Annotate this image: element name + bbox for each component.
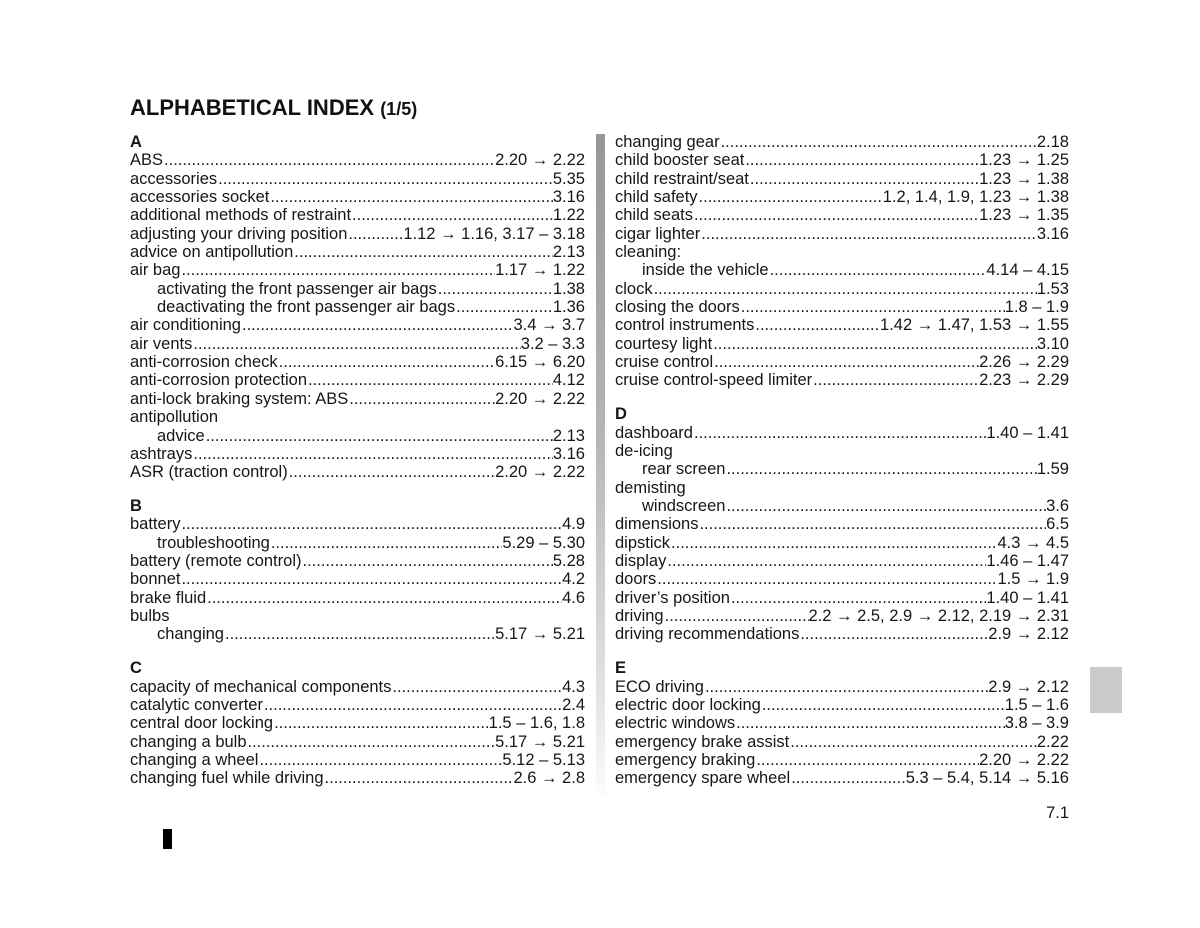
- index-entry: [130, 408, 585, 426]
- index-entry: [130, 243, 585, 261]
- page-reference: 4.9: [562, 515, 585, 534]
- index-entry: [130, 607, 585, 625]
- dot-leader: [664, 607, 809, 625]
- index-entry: [130, 515, 585, 533]
- index-entry: [615, 534, 1069, 552]
- index-entry-label: changing a wheel: [130, 751, 259, 769]
- index-entry-label: activating the front passenger air bags: [157, 279, 437, 298]
- page-number: 7.1: [1046, 804, 1069, 822]
- dot-leader: [656, 570, 997, 588]
- page-reference: 4.6: [562, 588, 585, 607]
- page-reference: 5.28: [552, 552, 585, 571]
- index-entry-label: battery (remote control): [130, 552, 302, 571]
- dot-leader: [698, 515, 1046, 533]
- index-entry-label: driver’s position: [615, 588, 730, 607]
- index-entry-label: catalytic converter: [130, 695, 263, 714]
- dot-leader: [273, 714, 489, 732]
- index-entry-label: clock: [615, 279, 653, 298]
- index-entry-label: electric windows: [615, 714, 736, 733]
- index-entry-label: child restraint/seat: [615, 169, 749, 188]
- dot-leader: [258, 751, 502, 769]
- index-entry-label: rear screen: [642, 460, 726, 479]
- dot-leader: [730, 589, 986, 607]
- index-entry: [130, 589, 585, 607]
- index-entry: [615, 424, 1069, 442]
- index-entry-label: cleaning:: [615, 243, 682, 262]
- index-entry-label: ASR (traction control): [130, 463, 288, 482]
- index-entry-label: inside the vehicle: [642, 261, 769, 280]
- index-entry-label: emergency braking: [615, 751, 756, 769]
- index-entry-label: control instruments: [615, 316, 755, 335]
- index-subentry: [130, 280, 585, 298]
- dot-leader: [192, 335, 520, 353]
- index-entry: [615, 696, 1069, 714]
- index-entry-label: ashtrays: [130, 444, 193, 463]
- page-reference: 2.2 → 2.5, 2.9 → 2.12, 2.19 → 2.31: [808, 607, 1069, 626]
- dot-leader: [725, 497, 1046, 515]
- dot-leader: [263, 696, 562, 714]
- page-reference: 5.35: [552, 169, 585, 188]
- index-entry-label: closing the doors: [615, 298, 740, 317]
- index-entry-label: deactivating the front passenger air bags: [157, 298, 456, 317]
- index-entry: [615, 133, 1069, 151]
- index-subentry: [130, 427, 585, 445]
- index-entry-label: emergency spare wheel: [615, 769, 791, 788]
- index-entry-label: troubleshooting: [157, 533, 270, 552]
- index-entry-label: changing fuel while driving: [130, 769, 324, 788]
- index-entry: [130, 570, 585, 588]
- page-reference: 1.5 – 1.6: [1004, 695, 1069, 714]
- dot-leader: [769, 261, 987, 279]
- dot-leader: [278, 353, 495, 371]
- dot-leader: [693, 424, 986, 442]
- page-reference: 1.22: [552, 206, 585, 225]
- page-reference: 3.16: [552, 188, 585, 207]
- index-letter-heading: A: [130, 133, 142, 151]
- page-reference: 1.40 – 1.41: [986, 423, 1069, 442]
- dot-leader: [217, 170, 553, 188]
- index-entry-label: additional methods of restraint: [130, 206, 352, 225]
- index-entry: [615, 570, 1069, 588]
- dot-leader: [205, 427, 553, 445]
- index-entry-label: central door locking: [130, 714, 274, 733]
- index-subentry: [130, 534, 585, 552]
- dot-leader: [180, 570, 562, 588]
- dot-leader: [455, 298, 553, 316]
- index-entry: [615, 243, 1069, 261]
- index-entry-label: air bag: [130, 261, 181, 280]
- index-entry: [615, 280, 1069, 298]
- page-reference: 5.17 → 5.21: [495, 625, 585, 644]
- index-entry-label: cruise control-speed limiter: [615, 371, 813, 390]
- index-entry: [615, 353, 1069, 371]
- page-reference: 3.16: [552, 444, 585, 463]
- dot-leader: [713, 353, 979, 371]
- page-reference: 2.20 → 2.22: [495, 151, 585, 170]
- dot-leader: [206, 589, 562, 607]
- index-entry: [615, 479, 1069, 497]
- page-reference: 5.3 – 5.4, 5.14 → 5.16: [905, 769, 1069, 788]
- dot-leader: [698, 188, 883, 206]
- index-entry-label: brake fluid: [130, 588, 207, 607]
- dot-leader: [192, 445, 553, 463]
- index-entry: [615, 335, 1069, 353]
- index-entry: [130, 261, 585, 279]
- index-entry: [130, 552, 585, 570]
- dot-leader: [789, 733, 1037, 751]
- page-reference: 3.8 – 3.9: [1004, 714, 1069, 733]
- page-reference: 6.15 → 6.20: [495, 353, 585, 372]
- index-entry-label: doors: [615, 570, 657, 589]
- index-subentry: [615, 497, 1069, 515]
- page-reference: 5.12 – 5.13: [502, 751, 585, 769]
- index-entry-label: child booster seat: [615, 151, 745, 170]
- page-reference: 1.38: [552, 279, 585, 298]
- index-entry-label: bonnet: [130, 570, 181, 589]
- index-entry: [615, 316, 1069, 334]
- index-entry: [130, 170, 585, 188]
- index-entry: [615, 733, 1069, 751]
- index-entry-label: air conditioning: [130, 316, 241, 335]
- index-entry: [615, 552, 1069, 570]
- dot-leader: [666, 552, 986, 570]
- index-entry-label: driving recommendations: [615, 625, 800, 644]
- page-reference: 3.2 – 3.3: [520, 334, 585, 353]
- index-entry: [615, 371, 1069, 389]
- index-entry-label: changing gear: [615, 133, 720, 151]
- page-title-part: (1/5): [380, 99, 418, 119]
- dot-leader: [241, 316, 513, 334]
- index-entry: [615, 714, 1069, 732]
- index-entry: [615, 607, 1069, 625]
- page-reference: 1.53: [1036, 279, 1069, 298]
- page-reference: 1.40 – 1.41: [986, 588, 1069, 607]
- index-entry-label: advice on antipollution: [130, 243, 294, 262]
- index-letter-heading: B: [130, 497, 142, 516]
- index-entry: [130, 390, 585, 408]
- page-reference: 4.3 → 4.5: [997, 533, 1069, 552]
- index-entry-label: driving: [615, 607, 664, 626]
- dot-leader: [799, 625, 988, 643]
- dot-leader: [293, 243, 553, 261]
- index-entry: [130, 151, 585, 169]
- index-entry-label: child seats: [615, 206, 693, 225]
- dot-leader: [712, 335, 1037, 353]
- page-reference: 5.17 → 5.21: [495, 732, 585, 751]
- index-entry: [615, 151, 1069, 169]
- index-entry: [615, 589, 1069, 607]
- page-reference: 1.46 – 1.47: [986, 552, 1069, 571]
- index-entry: [130, 678, 585, 696]
- index-entry-label: changing: [157, 625, 224, 644]
- page-reference: 6.5: [1046, 515, 1069, 534]
- index-entry: [615, 625, 1069, 643]
- index-entry-label: anti-corrosion check: [130, 353, 278, 372]
- dot-leader: [270, 534, 503, 552]
- index-entry: [615, 515, 1069, 533]
- page-reference: 1.5 → 1.9: [997, 570, 1069, 589]
- index-entry: [130, 206, 585, 224]
- index-subentry: [615, 261, 1069, 279]
- page-reference: 2.13: [552, 426, 585, 445]
- page-reference: 1.12 → 1.16, 3.17 – 3.18: [403, 224, 585, 243]
- index-subentry: [615, 460, 1069, 478]
- dot-leader: [761, 696, 1005, 714]
- page-reference: 3.10: [1036, 334, 1069, 353]
- page-reference: 2.20 → 2.22: [495, 463, 585, 482]
- index-entry: [615, 298, 1069, 316]
- dot-leader: [324, 769, 514, 787]
- page-title: [130, 94, 417, 123]
- index-entry-label: emergency brake assist: [615, 732, 790, 751]
- page-reference: 3.6: [1046, 497, 1069, 516]
- index-column-right: [615, 133, 1069, 788]
- page-reference: 4.12: [552, 371, 585, 390]
- index-entry-label: accessories socket: [130, 188, 270, 207]
- index-entry: [130, 371, 585, 389]
- page-reference: 1.5 – 1.6, 1.8: [488, 714, 585, 733]
- index-column-left: [130, 133, 585, 788]
- dot-leader: [744, 151, 979, 169]
- index-letter-heading: E: [615, 659, 627, 678]
- page-reference: 2.20 → 2.22: [495, 389, 585, 408]
- page-reference: 2.23 → 2.29: [979, 371, 1069, 390]
- dot-leader: [348, 390, 495, 408]
- dot-leader: [180, 515, 562, 533]
- dot-leader: [653, 280, 1037, 298]
- index-entry: [130, 714, 585, 732]
- dot-leader: [288, 463, 495, 481]
- dot-leader: [740, 298, 1005, 316]
- index-entry-label: windscreen: [642, 497, 726, 516]
- dot-leader: [347, 225, 403, 243]
- index-entry-label: air vents: [130, 334, 193, 353]
- dot-leader: [735, 714, 1005, 732]
- dot-leader: [391, 678, 562, 696]
- dot-leader: [749, 170, 979, 188]
- page-reference: 4.2: [562, 570, 585, 589]
- index-entry-label: dashboard: [615, 423, 693, 442]
- index-entry: [130, 445, 585, 463]
- page-reference: 1.36: [552, 298, 585, 317]
- index-entry-label: accessories: [130, 169, 218, 188]
- page-reference: 2.26 → 2.29: [979, 353, 1069, 372]
- index-entry-label: dipstick: [615, 533, 671, 552]
- index-entry: [615, 442, 1069, 460]
- dot-leader: [700, 225, 1037, 243]
- index-entry: [130, 696, 585, 714]
- index-entry: [615, 206, 1069, 224]
- page-reference: 1.17 → 1.22: [495, 261, 585, 280]
- index-letter-heading: C: [130, 659, 142, 678]
- index-entry-label: antipollution: [130, 408, 219, 427]
- index-entry-label: ABS: [130, 151, 164, 170]
- page-reference: 4.14 – 4.15: [986, 261, 1069, 280]
- index-entry: [130, 733, 585, 751]
- index-entry-label: battery: [130, 515, 181, 534]
- dot-leader: [301, 552, 552, 570]
- dot-leader: [163, 151, 495, 169]
- index-entry-label: child safety: [615, 188, 698, 207]
- page-reference: 3.4 → 3.7: [513, 316, 585, 335]
- dot-leader: [180, 261, 495, 279]
- dot-leader: [725, 460, 1036, 478]
- index-entry: [130, 769, 585, 787]
- index-letter-heading: D: [615, 405, 627, 424]
- page-reference: 1.23 → 1.35: [979, 206, 1069, 225]
- dot-leader: [670, 534, 997, 552]
- index-entry-label: display: [615, 552, 667, 571]
- index-entry-label: demisting: [615, 478, 686, 497]
- index-entry: [615, 678, 1069, 696]
- index-entry: [615, 751, 1069, 769]
- dot-leader: [269, 188, 552, 206]
- index-entry: [130, 335, 585, 353]
- index-entry-label: adjusting your driving position: [130, 224, 348, 243]
- chapter-tab: [1090, 667, 1122, 713]
- index-entry-label: changing a bulb: [130, 732, 247, 751]
- page-reference: 2.4: [562, 695, 585, 714]
- index-entry: [615, 769, 1069, 787]
- index-entry-label: bulbs: [130, 607, 170, 626]
- registration-mark: [163, 829, 172, 849]
- dot-leader: [704, 678, 988, 696]
- dot-leader: [754, 316, 880, 334]
- page-reference: 2.20 → 2.22: [979, 751, 1069, 769]
- index-entry: [130, 463, 585, 481]
- index-entry: [130, 751, 585, 769]
- page-reference: 2.18: [1036, 133, 1069, 151]
- column-divider-bar: [596, 134, 605, 796]
- index-entry-label: cruise control: [615, 353, 714, 372]
- index-entry-label: cigar lighter: [615, 224, 701, 243]
- index-entry: [130, 225, 585, 243]
- index-entry-label: de-icing: [615, 442, 673, 460]
- index-entry: [130, 353, 585, 371]
- index-entry-label: anti-corrosion protection: [130, 371, 308, 390]
- page-reference: 4.3: [562, 677, 585, 696]
- dot-leader: [812, 371, 979, 389]
- dot-leader: [693, 206, 979, 224]
- index-subentry: [130, 625, 585, 643]
- page-reference: 1.59: [1036, 460, 1069, 479]
- dot-leader: [224, 625, 495, 643]
- index-entry-label: electric door locking: [615, 695, 761, 714]
- page-reference: 1.2, 1.4, 1.9, 1.23 → 1.38: [882, 188, 1069, 207]
- page-reference: 1.23 → 1.25: [979, 151, 1069, 170]
- index-entry: [130, 188, 585, 206]
- index-entry-label: dimensions: [615, 515, 699, 534]
- page-reference: 1.42 → 1.47, 1.53 → 1.55: [880, 316, 1069, 335]
- dot-leader: [755, 751, 979, 769]
- page-reference: 2.22: [1036, 732, 1069, 751]
- page-reference: 3.16: [1036, 224, 1069, 243]
- page-reference: 2.6 → 2.8: [513, 769, 585, 788]
- dot-leader: [720, 133, 1037, 151]
- index-entry-label: ECO driving: [615, 677, 704, 696]
- page-reference: 1.8 – 1.9: [1004, 298, 1069, 317]
- page-reference: 5.29 – 5.30: [502, 533, 585, 552]
- page-reference: 2.9 → 2.12: [988, 677, 1069, 696]
- page-reference: 2.9 → 2.12: [988, 625, 1069, 644]
- index-entry-label: anti-lock braking system: ABS: [130, 389, 349, 408]
- index-entry: [615, 170, 1069, 188]
- page-reference: 1.23 → 1.38: [979, 169, 1069, 188]
- index-subentry: [130, 298, 585, 316]
- index-entry: [130, 316, 585, 334]
- dot-leader: [790, 769, 906, 787]
- index-entry-label: capacity of mechanical components: [130, 677, 392, 696]
- page-reference: 2.13: [552, 243, 585, 262]
- index-entry-label: courtesy light: [615, 334, 713, 353]
- dot-leader: [351, 206, 553, 224]
- dot-leader: [437, 280, 553, 298]
- dot-leader: [247, 733, 496, 751]
- dot-leader: [307, 371, 553, 389]
- index-entry-label: advice: [157, 426, 205, 445]
- index-entry: [615, 188, 1069, 206]
- index-entry: [615, 225, 1069, 243]
- page-title-main: ALPHABETICAL INDEX: [130, 95, 375, 120]
